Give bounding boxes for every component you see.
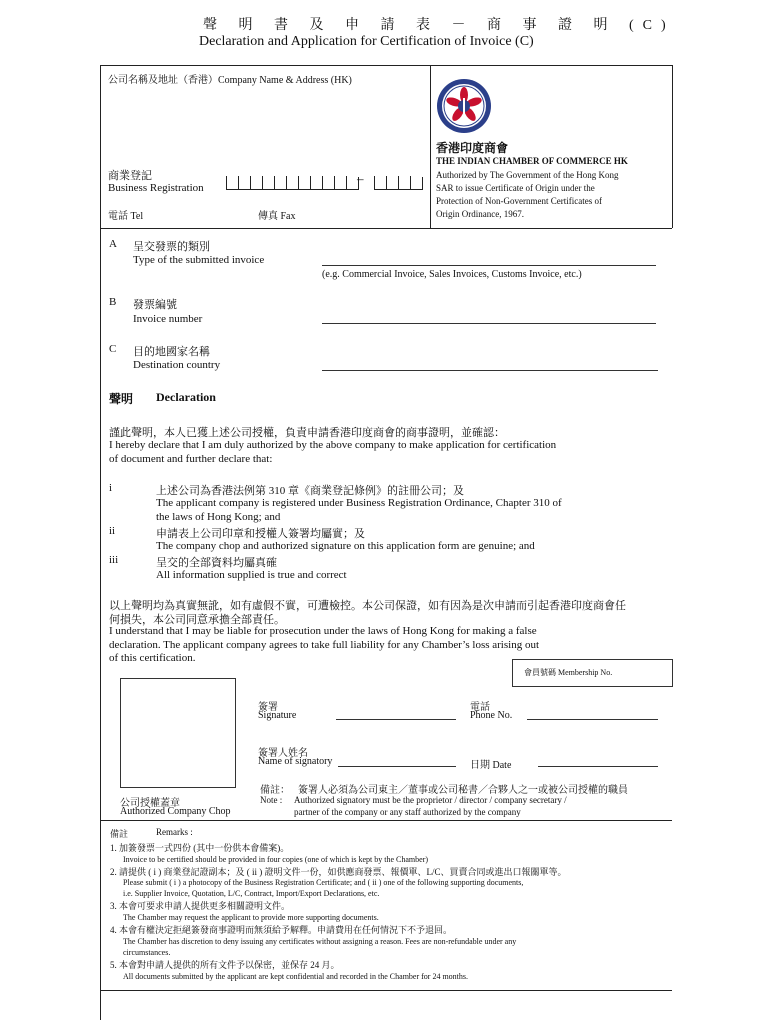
liability-statement-en: declaration. The applicant company agrees to take full liability for any Chamber’s loss arising out [109, 639, 539, 651]
destination-country-input[interactable] [322, 370, 658, 371]
liability-statement-zh: 何損失，本公司同意承擔全部責任。 [109, 614, 285, 626]
br-digit-box[interactable] [310, 176, 322, 190]
br-digit-box[interactable] [250, 176, 262, 190]
remark-4-en: The Chamber has discretion to deny issuing any certificates without assigning a reason. Fees are non-refundable under any [123, 937, 517, 946]
business-registration-label-en: Business Registration [108, 182, 204, 194]
chamber-authority-line: Origin Ordinance, 1967. [436, 209, 524, 219]
br-digit-box[interactable] [274, 176, 286, 190]
membership-number-label: 會員號碼 Membership No. [524, 668, 613, 677]
remark-1-zh: 1. 加簽發票一式四份 (其中一份供本會備案)。 [110, 843, 290, 853]
remarks-label-en: Remarks : [156, 827, 193, 837]
remark-5-en: All documents submitted by the applicant are kept confidential and recorded in the Chamber for 24 months. [123, 972, 469, 981]
br-digit-box[interactable] [374, 176, 386, 190]
br-digit-box[interactable] [226, 176, 238, 190]
fax-label: 傳真 Fax [258, 211, 296, 222]
br-digit-box[interactable] [298, 176, 310, 190]
declaration-intro-zh: 謹此聲明，本人已獲上述公司授權，負責申請香港印度商會的商事證明，並確認： [109, 427, 505, 439]
frame-bottom-line [100, 990, 672, 991]
remark-1-en: Invoice to be certified should be provided in four copies (one of which is kept by the Chamber) [123, 855, 429, 864]
business-registration-label-zh: 商業登記 [108, 170, 152, 182]
clause-i-en: the laws of Hong Kong; and [156, 511, 281, 523]
chamber-name-english: THE INDIAN CHAMBER OF COMMERCE HK [436, 156, 628, 166]
section-b-letter: B [109, 296, 117, 308]
invoice-number-label-en: Invoice number [133, 313, 203, 325]
note-label-en: Note : [260, 795, 283, 805]
signature-label-en: Signature [258, 710, 297, 721]
company-chop-box[interactable] [120, 678, 236, 788]
invoice-type-input[interactable] [322, 265, 656, 266]
invoice-number-input[interactable] [322, 323, 656, 324]
phone-label-zh: 電話 [470, 702, 490, 713]
chamber-name-chinese: 香港印度商會 [436, 141, 509, 155]
chamber-authority-line: SAR to issue Certificate of Origin under the [436, 183, 595, 193]
invoice-type-label-en: Type of the submitted invoice [133, 254, 265, 266]
br-digit-box[interactable] [410, 176, 422, 190]
invoice-type-hint: (e.g. Commercial Invoice, Sales Invoices, Customs Invoice, etc.) [322, 269, 582, 280]
clause-iii-number: iii [109, 554, 119, 566]
signatory-name-label-zh: 簽署人姓名 [258, 748, 308, 759]
clause-ii-zh: 申請表上公司印章和授權人簽署均屬實；及 [156, 528, 365, 540]
business-registration-number-field[interactable] [226, 176, 359, 190]
remarks-label-zh: 備註 [110, 829, 129, 839]
phone-input[interactable] [527, 719, 658, 720]
section-c-letter: C [109, 343, 117, 355]
br-digit-box[interactable] [238, 176, 250, 190]
date-label: 日期 Date [470, 760, 512, 771]
tel-label: 電話 Tel [108, 211, 144, 222]
liability-statement-en: I understand that I may be liable for prosecution under the laws of Hong Kong for making a false [109, 625, 537, 637]
remark-2-en: i.e. Supplier Invoice, Quotation, L/C, Contract, Import/Export Declarations, etc. [123, 889, 380, 898]
declaration-intro-en: I hereby declare that I am duly authorized by the above company to make application for certification [109, 439, 557, 451]
signatory-name-label-en: Name of signatory [258, 756, 333, 767]
br-digit-box[interactable] [262, 176, 274, 190]
br-digit-box[interactable] [322, 176, 334, 190]
company-chamber-divider [430, 65, 431, 228]
remark-4-zh: 4. 本會有權決定拒絕簽發商事證明而無須給予解釋。申請費用在任何情況下不予退回。 [110, 925, 453, 935]
clause-i-zh: 上述公司為香港法例第 310 章《商業登記條例》的註冊公司；及 [156, 485, 464, 497]
clause-i-number: i [109, 482, 113, 494]
phone-label-en: Phone No. [470, 710, 513, 721]
remark-3-zh: 3. 本會可要求申請人提供更多相關證明文件。 [110, 901, 291, 911]
remark-3-en: The Chamber may request the applicant to provide more supporting documents. [123, 913, 379, 922]
section-a-letter: A [109, 238, 117, 250]
chamber-logo [436, 78, 492, 139]
form-title-english: Declaration and Application for Certification of Invoice (C) [199, 34, 534, 49]
remark-2-zh: 2. 請提供 ( i ) 商業登記證副本；及 ( ii ) 證明文件一份，如供應商發票、報價單、L/C、買賣合同或進出口報關單等。 [110, 867, 567, 877]
clause-iii-zh: 呈交的全部資料均屬真確 [156, 557, 277, 569]
chamber-authority-line: Protection of Non-Government Certificates of [436, 196, 602, 206]
clause-ii-en: The company chop and authorized signature on this application form are genuine; and [156, 540, 535, 552]
liability-statement-en: of this certification. [109, 652, 196, 664]
chamber-authority-line: Authorized by The Government of the Hong Kong [436, 170, 619, 180]
destination-country-label-zh: 目的地國家名稱 [133, 346, 210, 358]
signature-input[interactable] [336, 719, 456, 720]
frame-header-bottom-line [100, 228, 672, 229]
clause-iii-en: All information supplied is true and correct [156, 569, 347, 581]
br-digit-box[interactable] [386, 176, 398, 190]
company-chop-label-en: Authorized Company Chop [120, 806, 231, 817]
br-digit-box[interactable] [398, 176, 410, 190]
clause-i-en: The applicant company is registered under Business Registration Ordinance, Chapter 310 of [156, 497, 562, 509]
invoice-number-label-zh: 發票編號 [133, 299, 177, 311]
business-registration-suffix-field[interactable] [374, 176, 423, 190]
chamber-emblem-icon [436, 78, 492, 134]
remark-2-en: Please submit ( i ) a photocopy of the Business Registration Certificate; and ( ii ) one of the following supporting documents, [123, 878, 524, 887]
br-digit-box[interactable] [286, 176, 298, 190]
company-name-address-label: 公司名稱及地址（香港）Company Name & Address (HK) [108, 75, 352, 86]
signature-label-zh: 簽署 [258, 702, 278, 713]
note-label-zh: 備註： [260, 785, 290, 796]
company-chop-label-zh: 公司授權蓋章 [120, 798, 180, 809]
declaration-heading-zh: 聲明 [109, 392, 134, 406]
signatory-note-en: Authorized signatory must be the proprietor / director / company secretary / [294, 795, 567, 805]
signatory-note-zh: 簽署人必須為公司東主／董事或公司秘書／合夥人之一或被公司授權的職員 [298, 785, 628, 796]
frame-left-line [100, 65, 101, 1020]
remark-4-en: circumstances. [123, 948, 171, 957]
declaration-heading-en: Declaration [156, 390, 216, 404]
declaration-intro-en: of document and further declare that: [109, 453, 273, 465]
invoice-type-label-zh: 呈交發票的類別 [133, 241, 210, 253]
signatory-name-input[interactable] [338, 766, 456, 767]
remarks-top-line [100, 820, 672, 821]
clause-ii-number: ii [109, 525, 116, 537]
remark-5-zh: 5. 本會對申請人提供的所有文件予以保密，並保存 24 月。 [110, 960, 340, 970]
liability-statement-zh: 以上聲明均為真實無訛，如有虛假不實，可遭檢控。本公司保證，如有因為是次申請而引起香港印度商會任 [109, 600, 626, 612]
form-title-chinese: 聲 明 書 及 申 請 表 － 商 事 證 明 (C) [203, 18, 675, 33]
date-input[interactable] [538, 766, 658, 767]
business-registration-dash: – [357, 171, 364, 186]
br-digit-box[interactable] [334, 176, 346, 190]
frame-top-line [100, 65, 672, 66]
destination-country-label-en: Destination country [133, 359, 221, 371]
signatory-note-en: partner of the company or any staff authorized by the company [294, 807, 521, 817]
frame-right-line [672, 65, 673, 228]
